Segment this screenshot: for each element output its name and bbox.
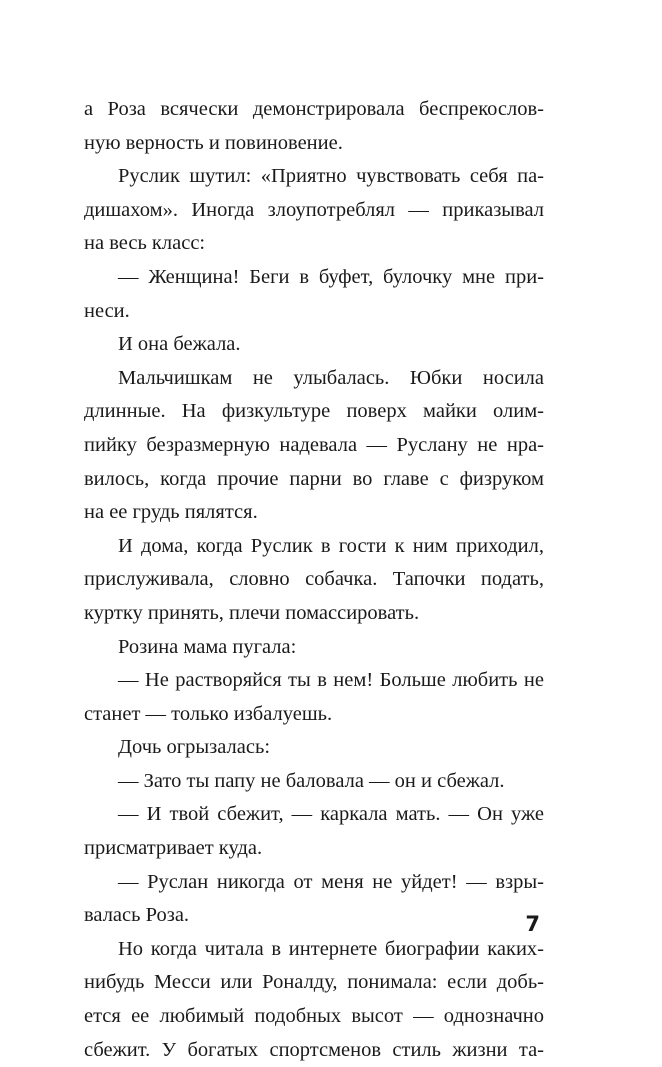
text-line: Розина мама пугала:	[118, 635, 297, 658]
text-line: сбежит. У богатых спортсменов стиль жизни та-	[84, 1038, 544, 1061]
text-line: неси.	[84, 299, 130, 322]
text-line: ную верность и повиновение.	[84, 131, 343, 154]
body-text	[84, 93, 544, 1067]
text-line: ется ее любимый подобных высот — однозначно	[84, 1005, 544, 1028]
text-line: Руслик шутил: «Приятно чувствовать себя па-	[118, 165, 544, 188]
text-line: — Не растворяйся ты в нем! Больше любить не	[118, 669, 544, 692]
text-line: — Руслан никогда от меня не уйдет! — взры-	[118, 870, 544, 893]
text-line: длинные. На физкультуре поверх майки олим-	[84, 400, 544, 423]
text-line: прислуживала, словно собачка. Тапочки подать,	[84, 568, 544, 591]
text-line: И она бежала.	[118, 333, 241, 356]
text-line: — И твой сбежит, — каркала мать. — Он уже	[118, 803, 544, 826]
text-line: Но когда читала в интернете биографии каких-	[118, 937, 544, 960]
text-line: Мальчишкам не улыбалась. Юбки носила	[118, 366, 544, 389]
text-line: валась Роза.	[84, 904, 190, 927]
text-line: Дочь огрызалась:	[118, 736, 271, 759]
text-line: — Зато ты папу не баловала — он и сбежал.	[118, 769, 505, 792]
text-line: на ее грудь пялятся.	[84, 501, 258, 524]
text-line: пийку безразмерную надевала — Руслану не нра-	[84, 433, 544, 456]
text-line: куртку принять, плечи помассировать.	[84, 601, 420, 624]
text-line: станет — только избалуешь.	[84, 702, 333, 725]
text-line: присматривает куда.	[84, 837, 263, 860]
page-number: 7	[525, 912, 540, 936]
text-line: нибудь Месси или Роналду, понимала: если добь-	[84, 971, 544, 994]
text-line: дишахом». Иногда злоупотреблял — приказывал	[84, 198, 544, 221]
text-line: а Роза всячески демонстрировала беспрекослов-	[84, 98, 544, 120]
text-line: — Женщина! Беги в буфет, булочку мне при-	[118, 265, 544, 288]
text-line: И дома, когда Руслик в гости к ним приходил,	[118, 534, 544, 557]
text-line: вилось, когда прочие парни во главе с физруком	[84, 467, 544, 490]
text-line: на весь класс:	[84, 232, 206, 255]
